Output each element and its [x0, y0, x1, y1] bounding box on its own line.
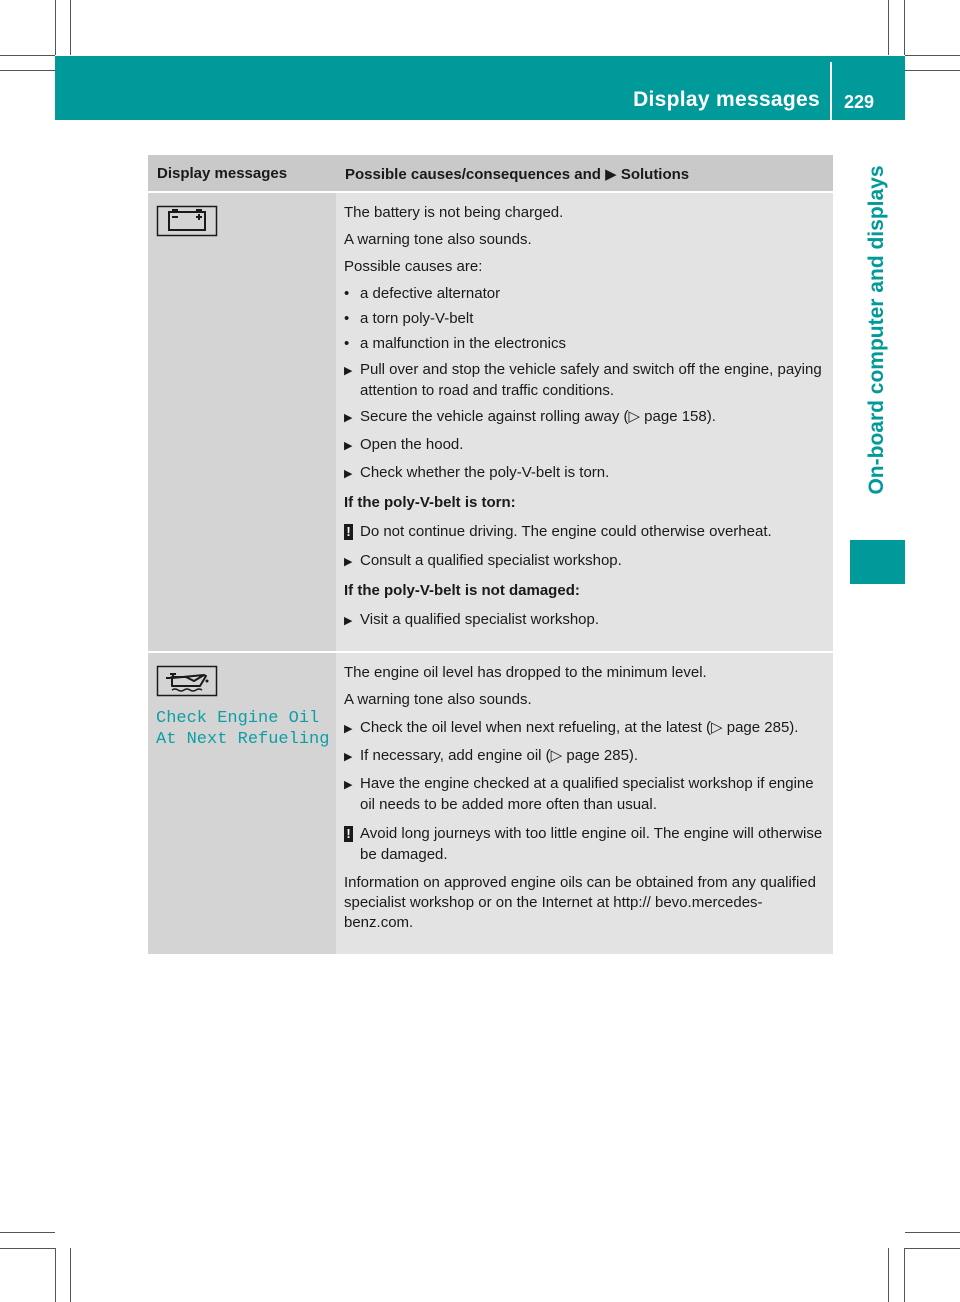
instruction-step [344, 359, 825, 401]
step-text: Pull over and stop the vehicle safely and switch off the engine, paying attention to road and traffic conditions. [360, 361, 822, 399]
list-item-text: a defective alternator [360, 285, 501, 302]
bullet-icon: • [344, 310, 350, 327]
list-item-text: a torn poly-V-belt [360, 310, 474, 327]
instruction-step [344, 745, 825, 768]
crop-mark [55, 0, 56, 55]
text-line: The battery is not being charged. [344, 204, 564, 221]
step-text: Open the hood. [360, 436, 464, 453]
table-header [148, 155, 833, 193]
step-arrow-icon: ▶ [344, 615, 353, 627]
text-line: The engine oil level has dropped to the minimum level. [344, 664, 707, 681]
table-row [148, 193, 833, 653]
step-arrow-icon: ▶ [344, 556, 353, 568]
display-message-line: Check Engine Oil [156, 709, 320, 728]
solutions-cell [336, 653, 833, 954]
column-header-display-messages: Display messages [157, 165, 288, 182]
step-text: If necessary, add engine oil (▷ page 285). [360, 747, 639, 764]
solutions-cell [336, 193, 833, 651]
warning-icon: ! [344, 521, 360, 542]
instruction-step [344, 434, 825, 457]
step-arrow-icon: ▶ [344, 440, 353, 452]
display-message-cell [148, 193, 336, 651]
crop-mark [905, 1232, 960, 1233]
warning-note [344, 521, 825, 542]
display-message-cell [148, 653, 336, 954]
step-arrow-icon: ▶ [344, 412, 353, 424]
step-text: Have the engine checked at a qualified specialist workshop if engine oil needs to be added more often than usual. [360, 775, 814, 813]
crop-mark [70, 0, 71, 55]
text-line: A warning tone also sounds. [344, 691, 532, 708]
crop-mark [904, 1248, 905, 1302]
text-line: Information on approved engine oils can be obtained from any qualified specialist workshop or on the Internet at http:// bevo.mercedes-benz.com. [344, 874, 816, 931]
crop-mark [905, 70, 960, 71]
page-title: Display messages [633, 88, 820, 111]
step-text: Consult a qualified specialist workshop. [360, 552, 622, 569]
list-item [344, 309, 825, 329]
page-number: 229 [844, 92, 875, 112]
list-item-text: a malfunction in the electronics [360, 335, 566, 352]
instruction-step [344, 773, 825, 815]
subheading: If the poly-V-belt is not damaged: [344, 582, 580, 599]
step-arrow-icon: ▶ [344, 365, 353, 377]
column-header-solutions: Possible causes/consequences and ▶ Solutions [345, 166, 690, 183]
crop-mark [905, 1248, 960, 1249]
list-item [344, 334, 825, 354]
oil-can-icon [156, 665, 328, 702]
step-text: Check whether the poly-V-belt is torn. [360, 464, 610, 481]
instruction-step [344, 550, 825, 573]
text-line: Possible causes are: [344, 258, 483, 275]
crop-mark [0, 1248, 55, 1249]
display-message-line: At Next Refueling [156, 730, 330, 749]
text-line: A warning tone also sounds. [344, 231, 532, 248]
step-arrow-icon: ▶ [344, 751, 353, 763]
warning-note [344, 823, 825, 865]
step-arrow-icon: ▶ [344, 723, 353, 735]
crop-mark [888, 1248, 889, 1302]
step-arrow-icon: ▶ [344, 468, 353, 480]
warning-icon: ! [344, 823, 360, 865]
list-item [344, 284, 825, 304]
crop-mark [905, 55, 960, 56]
step-text: Check the oil level when next refueling, at the latest (▷ page 285). [360, 719, 799, 736]
battery-icon [156, 205, 328, 242]
display-messages-table [148, 155, 833, 956]
instruction-step [344, 717, 825, 740]
crop-mark [888, 0, 889, 55]
subheading: If the poly-V-belt is torn: [344, 494, 516, 511]
warning-text: Avoid long journeys with too little engine oil. The engine will otherwise be damaged. [360, 825, 823, 863]
bullet-icon: • [344, 285, 350, 302]
warning-text: Do not continue driving. The engine could otherwise overheat. [360, 523, 772, 540]
crop-mark [0, 55, 55, 56]
step-arrow-icon: ▶ [344, 779, 353, 791]
crop-mark [55, 1248, 56, 1302]
instruction-step [344, 462, 825, 485]
instruction-step [344, 609, 825, 632]
crop-mark [0, 70, 55, 71]
step-text: Secure the vehicle against rolling away (▷ page 158). [360, 408, 716, 425]
header-divider [830, 62, 832, 120]
side-tab-marker [850, 540, 905, 584]
table-row [148, 653, 833, 956]
crop-mark [904, 0, 905, 55]
crop-mark [0, 1232, 55, 1233]
bullet-icon: • [344, 335, 350, 352]
side-tab-label: On-board computer and displays [865, 165, 888, 495]
crop-mark [70, 1248, 71, 1302]
instruction-step [344, 406, 825, 429]
step-text: Visit a qualified specialist workshop. [360, 611, 600, 628]
